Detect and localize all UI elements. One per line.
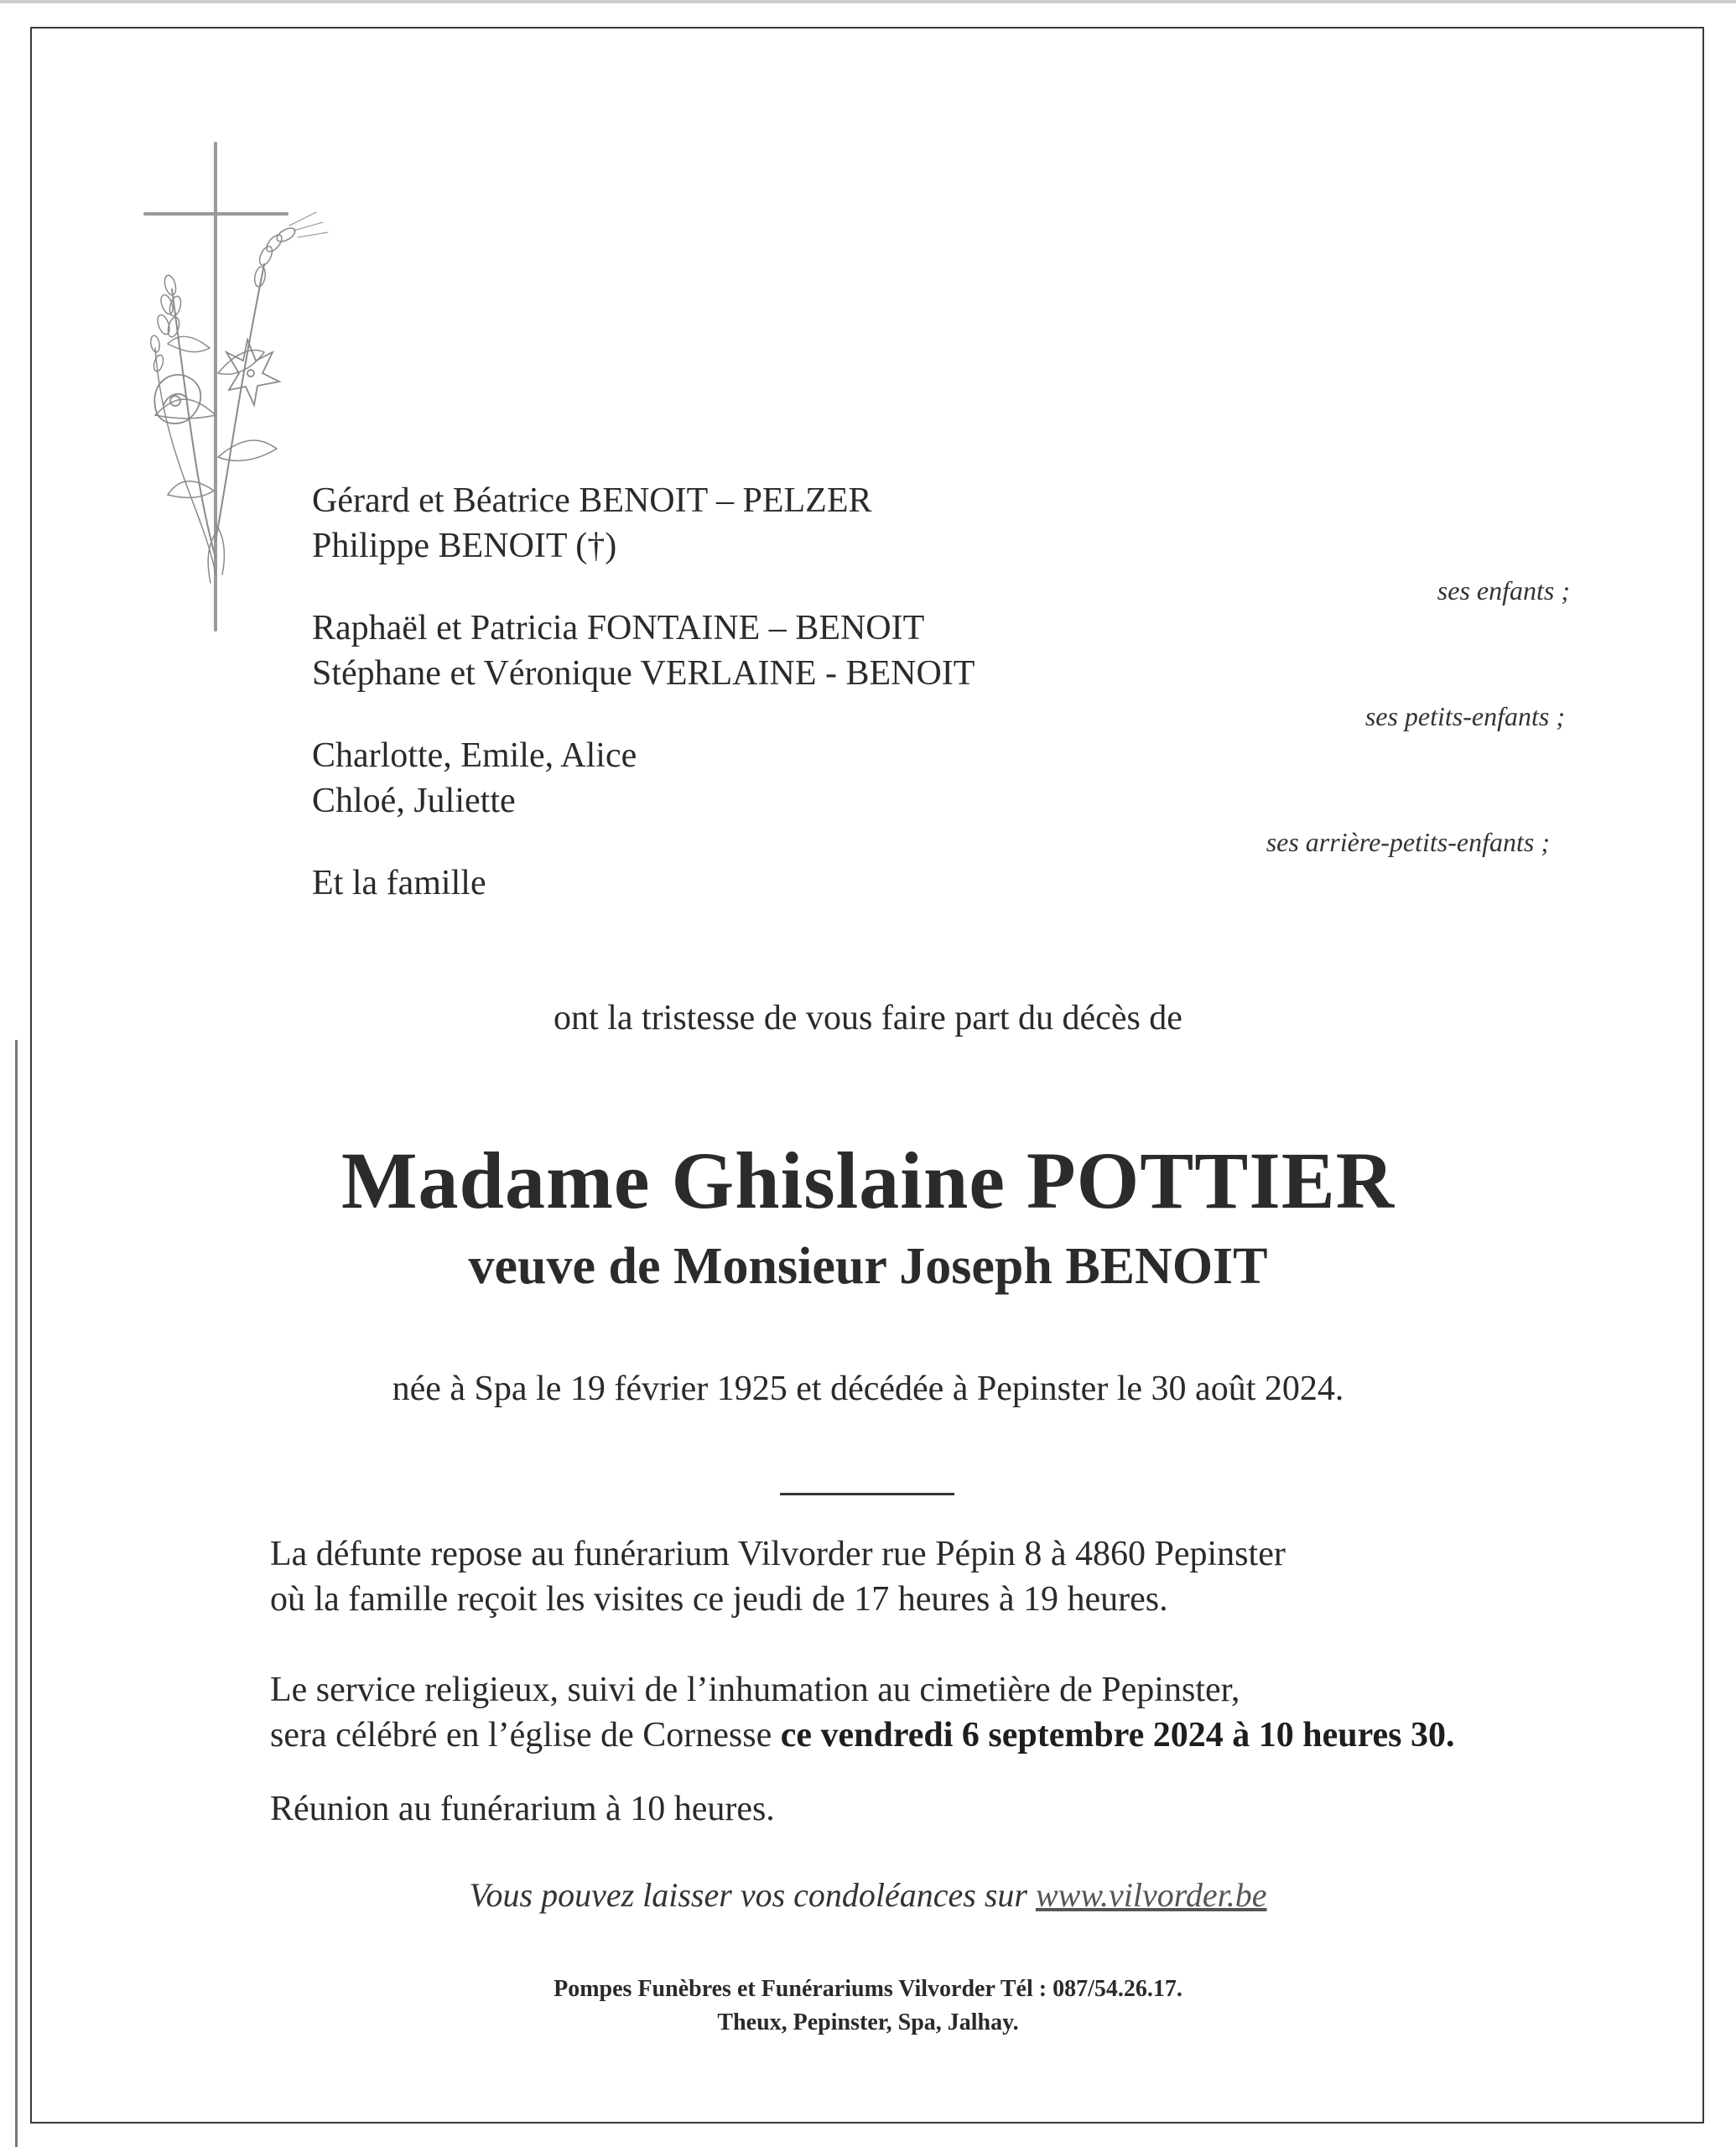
cross-with-wheat-illustration bbox=[138, 138, 331, 633]
scan-edge-top bbox=[0, 0, 1736, 3]
repose-info bbox=[270, 1531, 1286, 1622]
funeral-home-footer bbox=[0, 1973, 1736, 2040]
birth-death-dates: née à Spa le 19 février 1925 et décédée à Pepinster le 30 août 2024. bbox=[392, 1370, 1344, 1408]
great-grandchild-name: Chloé, Juliette bbox=[312, 782, 516, 820]
grandchildren-role-label: ses petits-enfants ; bbox=[1364, 701, 1565, 731]
children-role-label: ses enfants ; bbox=[1437, 575, 1570, 606]
extended-family-group bbox=[312, 860, 975, 906]
service-date-time: ce vendredi 6 septembre 2024 à 10 heures 30. bbox=[780, 1716, 1455, 1755]
grandchild-name: Stéphane et Véronique VERLAINE - BENOIT bbox=[312, 654, 975, 693]
great-grandchildren-role-label: ses arrière-petits-enfants ; bbox=[1266, 827, 1550, 857]
deceased-name: Madame Ghislaine POTTIER bbox=[340, 1136, 1396, 1225]
family-names-block bbox=[312, 478, 975, 941]
condolences-text: Vous pouvez laisser vos condoléances sur bbox=[469, 1876, 1036, 1914]
repose-line-1: La défunte repose au funérarium Vilvorder rue Pépin 8 à 4860 Pepinster bbox=[270, 1535, 1286, 1573]
condolences-line bbox=[0, 1875, 1736, 1915]
separator-rule bbox=[780, 1493, 954, 1495]
widow-of-line: veuve de Monsieur Joseph BENOIT bbox=[468, 1238, 1268, 1295]
service-line-1: Le service religieux, suivi de l’inhumation au cimetière de Pepinster, bbox=[270, 1671, 1240, 1709]
children-group bbox=[312, 478, 975, 569]
grandchildren-group bbox=[312, 606, 975, 696]
footer-line-2: Theux, Pepinster, Spa, Jalhay. bbox=[717, 2009, 1019, 2035]
service-line-2 bbox=[270, 1713, 1454, 1758]
condolences-link[interactable]: www.vilvorder.be bbox=[1035, 1876, 1267, 1914]
great-grandchild-name: Charlotte, Emile, Alice bbox=[312, 736, 637, 775]
child-name: Philippe BENOIT (†) bbox=[312, 527, 617, 565]
repose-line-2: où la famille reçoit les visites ce jeudi de 17 heures à 19 heures. bbox=[270, 1580, 1168, 1619]
child-name: Gérard et Béatrice BENOIT – PELZER bbox=[312, 481, 872, 520]
grandchild-name: Raphaël et Patricia FONTAINE – BENOIT bbox=[312, 609, 925, 647]
announcement-text: ont la tristesse de vous faire part du décès de bbox=[554, 999, 1182, 1037]
service-line-2-prefix: sera célébré en l’église de Cornesse bbox=[270, 1716, 781, 1755]
great-grandchildren-group bbox=[312, 733, 975, 824]
meeting-line: Réunion au funérarium à 10 heures. bbox=[270, 1790, 775, 1828]
footer-line-1: Pompes Funèbres et Funérariums Vilvorder Tél : 087/54.26.17. bbox=[554, 1976, 1182, 2002]
extended-family: Et la famille bbox=[312, 864, 486, 902]
service-info bbox=[270, 1667, 1454, 1758]
meeting-info bbox=[270, 1786, 775, 1832]
